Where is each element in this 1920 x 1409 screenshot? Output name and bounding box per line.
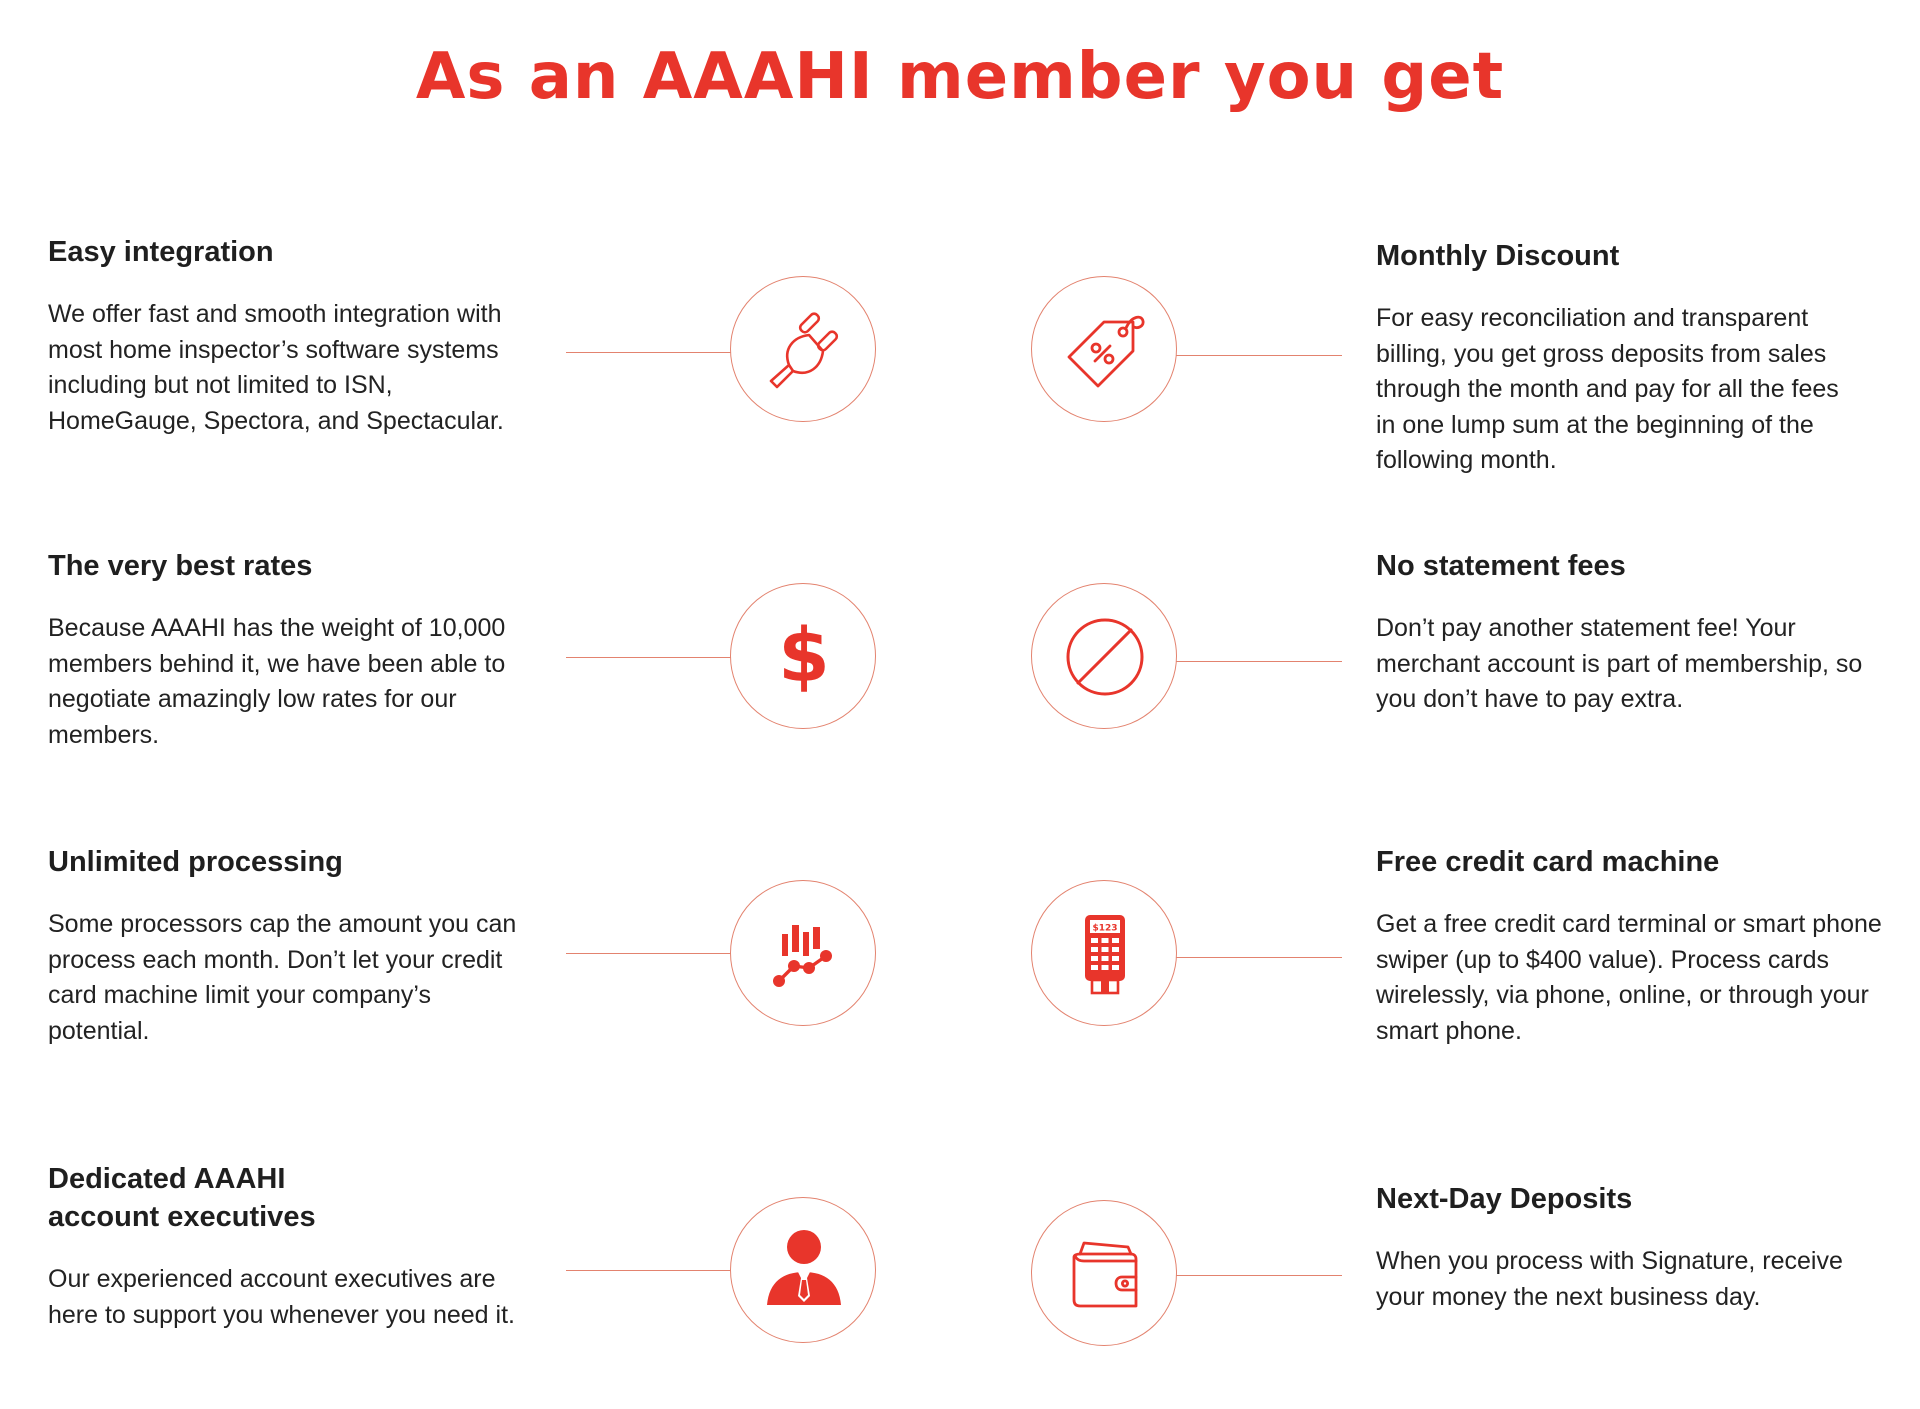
no-sign-icon-circle — [1031, 583, 1177, 729]
svg-text:$: $ — [778, 613, 830, 699]
feature-text: Some processors cap the amount you can process each month. Don’t let your credit card machine limit your company’s potential. — [48, 910, 517, 1045]
feature-easy-integration — [48, 233, 528, 439]
card-terminal-icon — [1032, 881, 1178, 1027]
feature-title: Free credit card machine — [1376, 846, 1720, 878]
feature-best-rates — [48, 547, 528, 753]
feature-text: Get a free credit card terminal or smart phone swiper (up to $400 value). Process cards wirelessly, via phone, online, or through your smart phone. — [1376, 910, 1882, 1045]
feature-title: Monthly Discount — [1376, 240, 1620, 272]
feature-title: Unlimited processing — [48, 846, 343, 878]
plug-icon-circle — [730, 276, 876, 422]
feature-text: Our experienced account executives are here to support you whenever you need it. — [48, 1265, 515, 1329]
feature-text: When you process with Signature, receive your money the next business day. — [1376, 1247, 1843, 1311]
plug-icon — [731, 277, 877, 423]
terminal-display: $123 — [1092, 923, 1118, 934]
chart-icon-circle — [730, 880, 876, 1026]
connector-line — [1176, 1275, 1342, 1276]
feature-next-day-deposits — [1376, 1180, 1896, 1315]
page-title: As an AAAHI member you get — [415, 40, 1505, 114]
price-tag-icon-circle — [1031, 276, 1177, 422]
wallet-icon-circle — [1031, 1200, 1177, 1346]
connector-line — [566, 1270, 732, 1271]
feature-account-executives — [48, 1160, 528, 1333]
connector-line — [566, 657, 732, 658]
card-terminal-icon-circle — [1031, 880, 1177, 1026]
feature-no-statement-fees — [1376, 547, 1896, 718]
feature-title: No statement fees — [1376, 550, 1626, 582]
feature-text: We offer fast and smooth integration with most home inspector’s software systems including but not limited to ISN, HomeGauge, Spectora, and Spectacular. — [48, 300, 504, 435]
feature-title: Dedicated AAAHI account executives — [48, 1163, 316, 1233]
connector-line — [1176, 355, 1342, 356]
feature-text: For easy reconciliation and transparent billing, you get gross deposits from sales through the month and pay for all the fees in one lump sum at the beginning of the following month. — [1376, 304, 1839, 474]
dollar-icon — [731, 584, 877, 730]
dollar-icon-circle — [730, 583, 876, 729]
feature-text: Don’t pay another statement fee! Your merchant account is part of membership, so you don’t have to pay extra. — [1376, 614, 1863, 713]
feature-monthly-discount — [1376, 237, 1896, 479]
feature-title: Easy integration — [48, 236, 274, 268]
account-executive-icon — [731, 1198, 877, 1344]
feature-text: Because AAAHI has the weight of 10,000 members behind it, we have been able to negotiate amazingly low rates for our members. — [48, 614, 506, 749]
feature-unlimited-processing — [48, 843, 528, 1049]
wallet-icon — [1032, 1201, 1178, 1347]
feature-title: The very best rates — [48, 550, 313, 582]
account-executive-icon-circle — [730, 1197, 876, 1343]
connector-line — [566, 953, 732, 954]
connector-line — [1176, 957, 1342, 958]
connector-line — [1176, 661, 1342, 662]
feature-free-card-machine — [1376, 843, 1896, 1049]
price-tag-icon — [1032, 277, 1178, 423]
feature-title: Next-Day Deposits — [1376, 1183, 1633, 1215]
no-sign-icon — [1032, 584, 1178, 730]
connector-line — [566, 352, 732, 353]
chart-icon — [731, 881, 877, 1027]
